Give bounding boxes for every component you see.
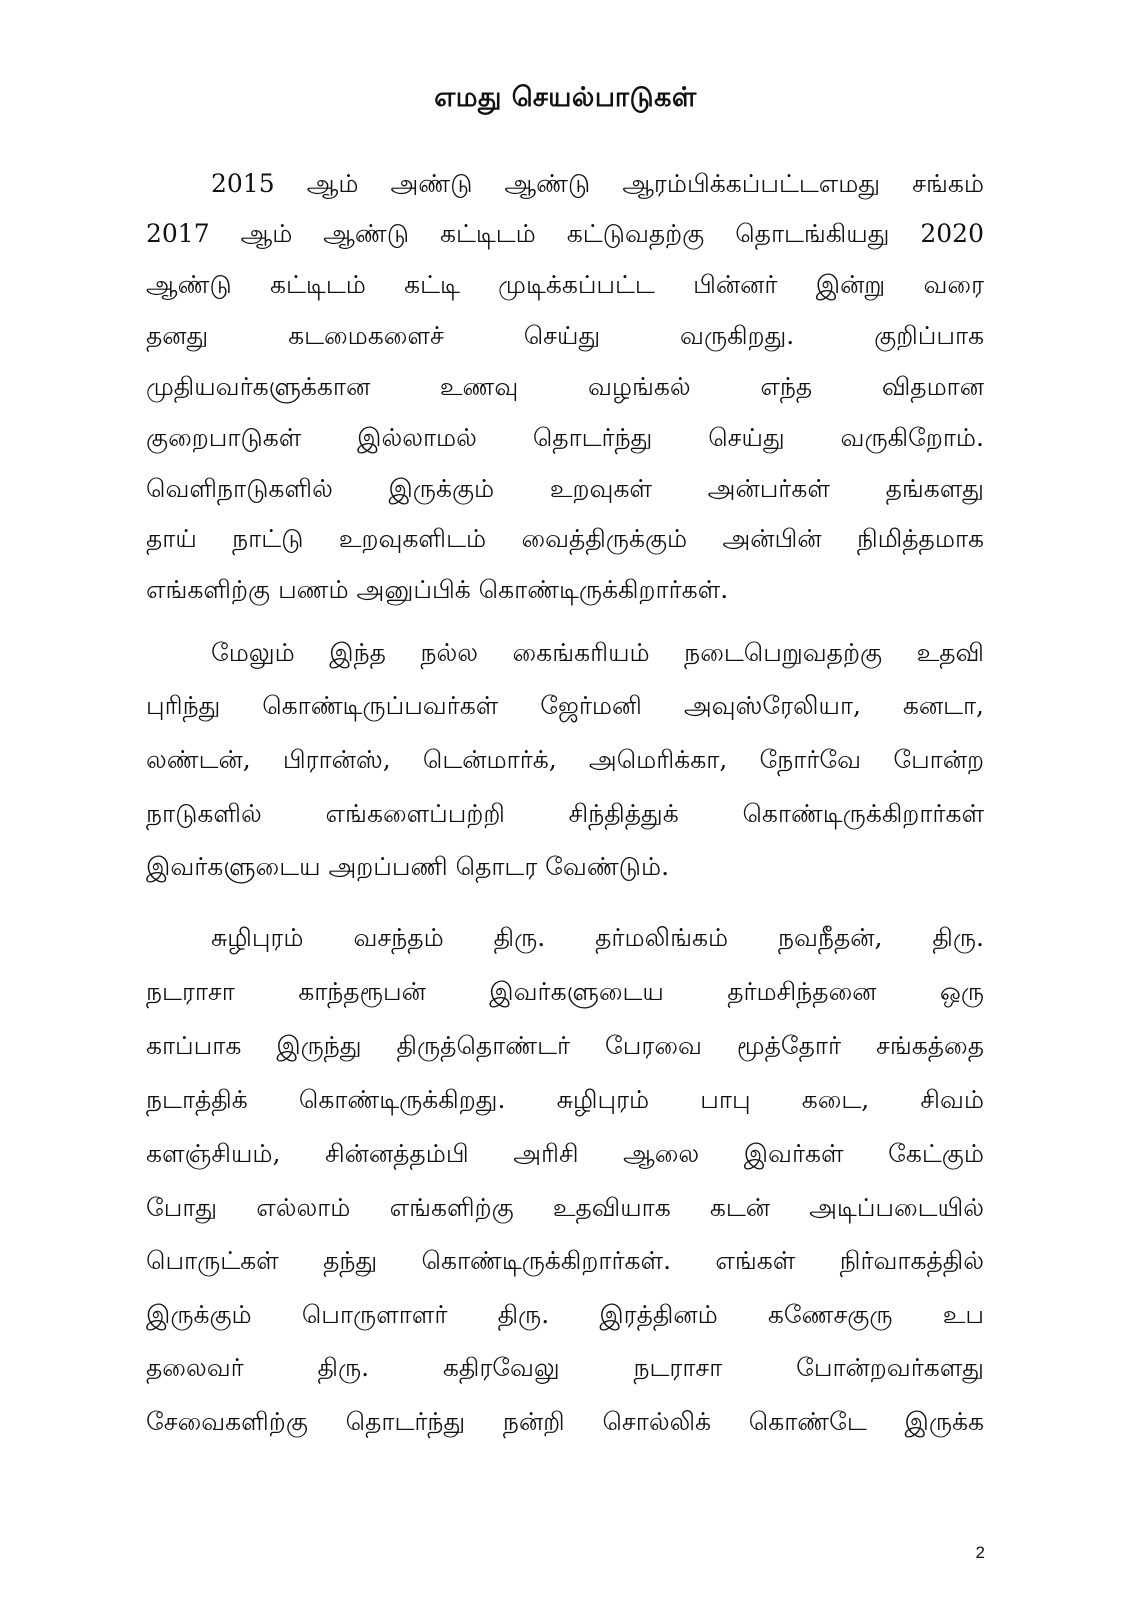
paragraph-line: களஞ்சியம், சின்னத்தம்பி அரிசி ஆலை இவர்கள் கேட்கும் (146, 1139, 984, 1168)
paragraph-line: சுழிபுரம் வசந்தம் திரு. தர்மலிங்கம் நவநீதன், திரு. (211, 923, 984, 952)
paragraph-line: பொருட்கள் தந்து கொண்டிருக்கிறார்கள். எங்கள் நிர்வாகத்தில் (146, 1246, 984, 1275)
paragraph-line: தாய் நாட்டு உறவுகளிடம் வைத்திருக்கும் அன்பின் நிமித்தமாக (146, 524, 984, 553)
paragraph-line: நடாத்திக் கொண்டிருக்கிறது. சுழிபுரம் பாபு கடை, சிவம் (146, 1085, 984, 1114)
paragraph-line: நாடுகளில் எங்களைப்பற்றி சிந்தித்துக் கொண்டிருக்கிறார்கள் (146, 799, 984, 828)
paragraph-line: லண்டன், பிரான்ஸ், டென்மார்க், அமெரிக்கா, நோர்வே போன்ற (146, 745, 984, 774)
paragraph-line: இவர்களுடைய அறப்பணி தொடர வேண்டும். (146, 852, 670, 881)
paragraph-line: 2017 ஆம் ஆண்டு கட்டிடம் கட்டுவதற்கு தொடங்கியது 2020 (146, 219, 984, 248)
paragraph-line: இருக்கும் பொருளாளர் திரு. இரத்தினம் கணேசகுரு உப (146, 1300, 984, 1329)
paragraph-line: குறைபாடுகள் இல்லாமல் தொடர்ந்து செய்து வருகிறோம். (146, 423, 984, 452)
paragraph-line: தலைவர் திரு. கதிரவேலு நடராசா போன்றவர்களது (146, 1353, 984, 1382)
paragraph-line: போது எல்லாம் எங்களிற்கு உதவியாக கடன் அடிப்படையில் (146, 1193, 984, 1222)
page-title: எமது செயல்பாடுகள் (434, 82, 697, 113)
paragraph-line: எங்களிற்கு பணம் அனுப்பிக் கொண்டிருக்கிறார்கள். (146, 575, 729, 604)
paragraph-line: ஆண்டு கட்டிடம் கட்டி முடிக்கப்பட்ட பின்னர் இன்று வரை (146, 270, 984, 299)
paragraph-line: காப்பாக இருந்து திருத்தொண்டர் பேரவை மூத்தோர் சங்கத்தை (146, 1031, 984, 1060)
paragraph-line: தனது கடமைகளைச் செய்து வருகிறது. குறிப்பாக (146, 321, 984, 350)
paragraph-line: வெளிநாடுகளில் இருக்கும் உறவுகள் அன்பர்கள் தங்களது (146, 474, 984, 503)
paragraph-line: புரிந்து கொண்டிருப்பவர்கள் ஜேர்மனி அவுஸ்ரேலியா, கனடா, (146, 691, 984, 720)
paragraph-line: 2015 ஆம் அண்டு ஆண்டு ஆரம்பிக்கப்பட்டஎமது சங்கம் (211, 169, 984, 198)
paragraph-line: நடராசா காந்தரூபன் இவர்களுடைய தர்மசிந்தனை ஒரு (146, 977, 984, 1006)
paragraph-line: சேவைகளிற்கு தொடர்ந்து நன்றி சொல்லிக் கொண்டே இருக்க (146, 1407, 984, 1436)
page-number: 2 (975, 1543, 985, 1562)
paragraph-line: மேலும் இந்த நல்ல கைங்கரியம் நடைபெறுவதற்கு உதவி (211, 638, 984, 667)
paragraph-line: முதியவர்களுக்கான உணவு வழங்கல் எந்த விதமான (146, 372, 984, 401)
